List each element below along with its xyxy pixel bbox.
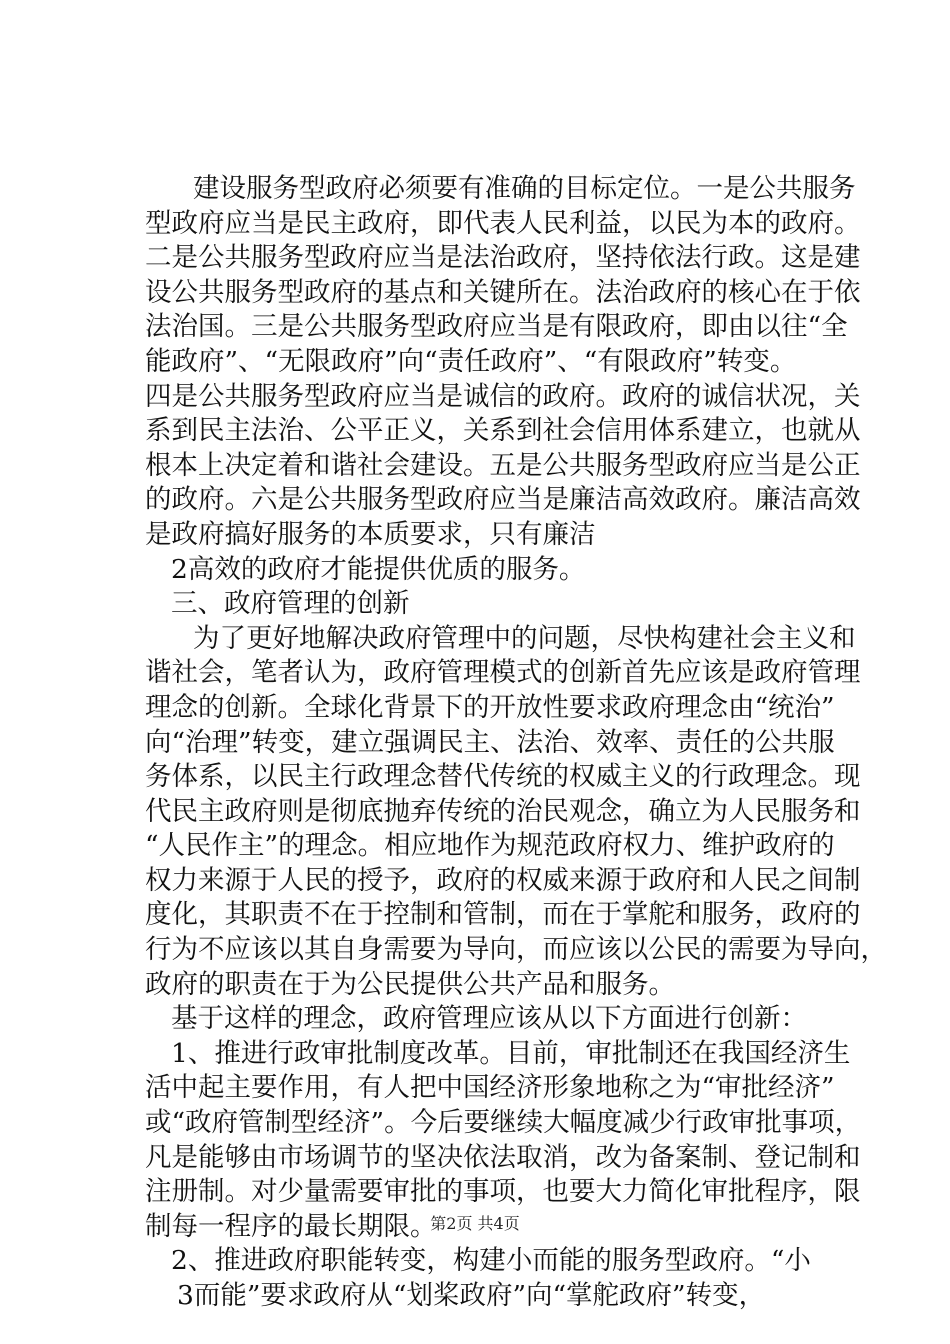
- text-line: 理念的创新。全球化背景下的开放性要求政府理念由“统治”: [145, 691, 835, 723]
- text-line: 权力来源于人民的授予，政府的权威来源于政府和人民之间制: [145, 864, 861, 896]
- text-line: 或“政府管制型经济”。今后要继续大幅度减少行政审批事项，: [145, 1107, 862, 1139]
- text-line: 3而能”要求政府从“划桨政府”向“掌舵政府”转变，: [177, 1280, 766, 1311]
- text-line: “人民作主”的理念。相应地作为规范政府权力、维护政府的: [145, 830, 835, 862]
- text-line: 行为不应该以其自身需要为导向，而应该以公民的需要为导向，: [145, 934, 887, 966]
- text-line: 根本上决定着和谐社会建设。五是公共服务型政府应当是公正: [145, 449, 861, 481]
- text-line: 代民主政府则是彻底抛弃传统的治民观念，确立为人民服务和: [145, 795, 861, 827]
- text-line: 型政府应当是民主政府，即代表人民利益，以民为本的政府。: [145, 207, 861, 239]
- text-line: 是政府搞好服务的本质要求，只有廉洁: [145, 518, 596, 550]
- text-line: 法治国。三是公共服务型政府应当是有限政府，即由以往“全: [145, 311, 848, 343]
- text-line: 凡是能够由市场调节的坚决依法取消，改为备案制、登记制和: [145, 1141, 861, 1173]
- document-body: [145, 172, 887, 1314]
- text-line: 活中起主要作用，有人把中国经济形象地称之为“审批经济”: [145, 1072, 835, 1104]
- text-line: 二是公共服务型政府应当是法治政府，坚持依法行政。这是建: [145, 242, 861, 274]
- text-line: 为了更好地解决政府管理中的问题，尽快构建社会主义和: [193, 622, 856, 654]
- text-line: 2高效的政府才能提供优质的服务。: [171, 553, 586, 585]
- text-line: 四是公共服务型政府应当是诚信的政府。政府的诚信状况，关: [145, 380, 861, 412]
- text-line: 的政府。六是公共服务型政府应当是廉洁高效政府。廉洁高效: [145, 484, 861, 516]
- section-heading: 三、政府管理的创新: [171, 588, 410, 620]
- text-line: 向“治理”转变，建立强调民主、法治、效率、责任的公共服: [145, 726, 835, 758]
- text-line: 系到民主法治、公平正义，关系到社会信用体系建立，也就从: [145, 415, 861, 447]
- text-line: 1、推进行政审批制度改革。目前，审批制还在我国经济生: [171, 1037, 851, 1069]
- text-line: 谐社会，笔者认为，政府管理模式的创新首先应该是政府管理: [145, 657, 861, 689]
- text-line: 设公共服务型政府的基点和关键所在。法治政府的核心在于依: [145, 276, 861, 308]
- text-line: 政府的职责在于为公民提供公共产品和服务。: [145, 968, 675, 1000]
- page-number-footer: 第2页 共4页: [430, 1214, 520, 1233]
- text-line: 注册制。对少量需要审批的事项，也要大力简化审批程序，限: [145, 1176, 861, 1208]
- text-line: 度化，其职责不在于控制和管制，而在于掌舵和服务，政府的: [145, 899, 861, 931]
- text-line: 建设服务型政府必须要有准确的目标定位。一是公共服务: [193, 173, 856, 204]
- text-line: 2、推进政府职能转变，构建小而能的服务型政府。“小: [171, 1245, 811, 1277]
- text-line: 能政府”、“无限政府”向“责任政府”、“有限政府”转变。: [145, 345, 797, 377]
- text-line: 基于这样的理念，政府管理应该从以下方面进行创新：: [171, 1003, 807, 1035]
- text-line: 务体系，以民主行政理念替代传统的权威主义的行政理念。现: [145, 761, 861, 793]
- text-line: 制每一程序的最长期限。: [145, 1210, 437, 1242]
